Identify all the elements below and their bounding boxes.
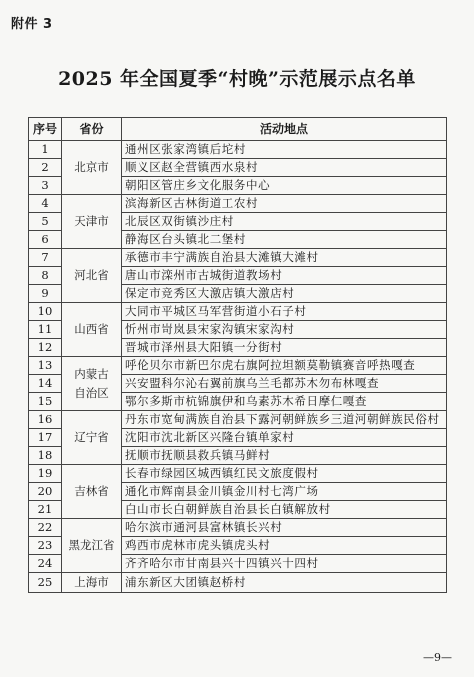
row-number: 7 bbox=[29, 249, 62, 267]
row-number: 13 bbox=[29, 357, 62, 375]
header-site: 活动地点 bbox=[122, 118, 447, 141]
row-number: 11 bbox=[29, 321, 62, 339]
table-row bbox=[29, 303, 447, 321]
header-no: 序号 bbox=[29, 118, 62, 141]
row-number: 24 bbox=[29, 555, 62, 573]
row-number: 22 bbox=[29, 519, 62, 537]
site-cell: 大同市平城区马军营街道小石子村 bbox=[122, 303, 447, 321]
table-row bbox=[29, 411, 447, 429]
province-cell: 内蒙古 自治区 bbox=[62, 357, 122, 411]
table-row bbox=[29, 249, 447, 267]
header-province: 省份 bbox=[62, 118, 122, 141]
row-number: 14 bbox=[29, 375, 62, 393]
site-cell: 兴安盟科尔沁右翼前旗乌兰毛都苏木勿布林嘎查 bbox=[122, 375, 447, 393]
site-cell: 保定市竞秀区大激店镇大激店村 bbox=[122, 285, 447, 303]
table-row bbox=[29, 195, 447, 213]
site-cell: 哈尔滨市通河县富林镇长兴村 bbox=[122, 519, 447, 537]
site-cell: 呼伦贝尔市新巴尔虎右旗阿拉坦额莫勒镇赛音呼热嘎查 bbox=[122, 357, 447, 375]
site-cell: 鄂尔多斯市杭锦旗伊和乌素苏木希日摩仁嘎查 bbox=[122, 393, 447, 411]
row-number: 25 bbox=[29, 573, 62, 593]
row-number: 2 bbox=[29, 159, 62, 177]
row-number: 16 bbox=[29, 411, 62, 429]
province-cell: 辽宁省 bbox=[62, 411, 122, 465]
site-cell: 长春市绿园区城西镇红民文旅度假村 bbox=[122, 465, 447, 483]
site-cell: 白山市长白朝鲜族自治县长白镇解放村 bbox=[122, 501, 447, 519]
site-list-table bbox=[28, 117, 447, 593]
site-cell: 顺义区赵全营镇西水泉村 bbox=[122, 159, 447, 177]
table-row bbox=[29, 573, 447, 593]
province-cell: 山西省 bbox=[62, 303, 122, 357]
row-number: 9 bbox=[29, 285, 62, 303]
province-cell: 吉林省 bbox=[62, 465, 122, 519]
site-cell: 丹东市宽甸满族自治县下露河朝鲜族乡三道河朝鲜族民俗村 bbox=[122, 411, 447, 429]
row-number: 17 bbox=[29, 429, 62, 447]
attachment-label: 附件 3 bbox=[11, 17, 53, 32]
site-cell: 齐齐哈尔市甘南县兴十四镇兴十四村 bbox=[122, 555, 447, 573]
site-cell: 浦东新区大团镇赵桥村 bbox=[122, 573, 447, 593]
row-number: 1 bbox=[29, 141, 62, 159]
site-cell: 抚顺市抚顺县救兵镇马鲜村 bbox=[122, 447, 447, 465]
table-header-row bbox=[29, 118, 447, 141]
site-cell: 忻州市岢岚县宋家沟镇宋家沟村 bbox=[122, 321, 447, 339]
document-title: 2025 年全国夏季“村晚”示范展示点名单 bbox=[58, 68, 416, 90]
page-number: —9— bbox=[423, 651, 452, 664]
site-cell: 鸡西市虎林市虎头镇虎头村 bbox=[122, 537, 447, 555]
row-number: 19 bbox=[29, 465, 62, 483]
row-number: 8 bbox=[29, 267, 62, 285]
province-cell: 上海市 bbox=[62, 573, 122, 593]
site-cell: 承德市丰宁满族自治县大滩镇大滩村 bbox=[122, 249, 447, 267]
row-number: 6 bbox=[29, 231, 62, 249]
site-cell: 朝阳区管庄乡文化服务中心 bbox=[122, 177, 447, 195]
table-row bbox=[29, 519, 447, 537]
province-cell: 北京市 bbox=[62, 141, 122, 195]
row-number: 20 bbox=[29, 483, 62, 501]
row-number: 21 bbox=[29, 501, 62, 519]
row-number: 15 bbox=[29, 393, 62, 411]
site-cell: 通化市辉南县金川镇金川村七湾广场 bbox=[122, 483, 447, 501]
table-row bbox=[29, 141, 447, 159]
row-number: 4 bbox=[29, 195, 62, 213]
site-cell: 滨海新区古林街道工农村 bbox=[122, 195, 447, 213]
table-body bbox=[29, 141, 447, 593]
table-row bbox=[29, 357, 447, 375]
table-row bbox=[29, 465, 447, 483]
site-cell: 北辰区双街镇沙庄村 bbox=[122, 213, 447, 231]
site-cell: 静海区台头镇北二堡村 bbox=[122, 231, 447, 249]
row-number: 23 bbox=[29, 537, 62, 555]
province-cell: 黑龙江省 bbox=[62, 519, 122, 573]
row-number: 18 bbox=[29, 447, 62, 465]
site-cell: 沈阳市沈北新区兴隆台镇单家村 bbox=[122, 429, 447, 447]
row-number: 5 bbox=[29, 213, 62, 231]
row-number: 12 bbox=[29, 339, 62, 357]
province-cell: 天津市 bbox=[62, 195, 122, 249]
site-cell: 通州区张家湾镇后坨村 bbox=[122, 141, 447, 159]
site-cell: 晋城市泽州县大阳镇一分街村 bbox=[122, 339, 447, 357]
site-cell: 唐山市滦州市古城街道教场村 bbox=[122, 267, 447, 285]
row-number: 10 bbox=[29, 303, 62, 321]
province-cell: 河北省 bbox=[62, 249, 122, 303]
row-number: 3 bbox=[29, 177, 62, 195]
